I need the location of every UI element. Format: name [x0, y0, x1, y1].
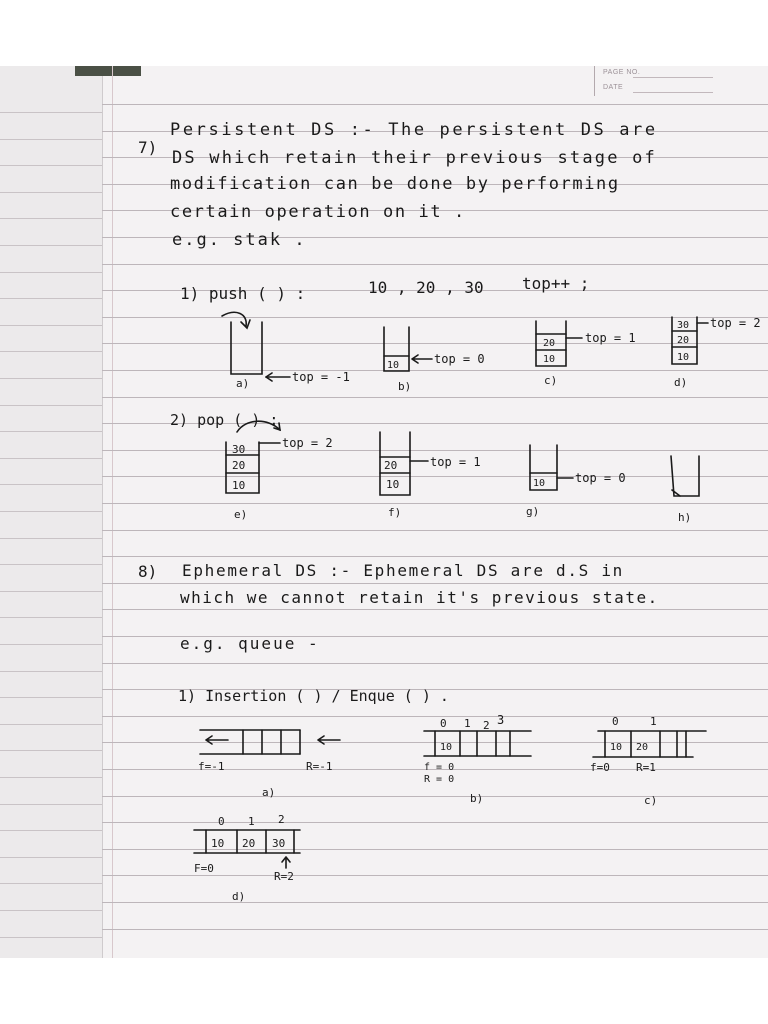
queue-b-cell-10: 10 — [440, 742, 453, 753]
section-7-number: 7) — [138, 138, 158, 157]
stack-b-cell-10: 10 — [387, 360, 400, 371]
stack-a-diagram — [222, 312, 290, 381]
push-top-a: top = -1 — [292, 370, 350, 384]
queue-label-b: b) — [470, 792, 484, 805]
queue-label-c: c) — [644, 794, 658, 807]
queue-d-r: R=2 — [274, 870, 294, 883]
queue-c-idx-1: 1 — [650, 715, 657, 728]
queue-b-idx-0: 0 — [440, 717, 447, 730]
push-top-d: top = 2 — [710, 316, 761, 330]
queue-a-diagram — [200, 730, 340, 754]
queue-label-d: d) — [232, 890, 246, 903]
push-label-c: c) — [544, 374, 558, 387]
queue-d-idx-1: 1 — [248, 815, 255, 828]
pop-heading: 2) pop ( ) : — [170, 411, 279, 429]
section-8-line-2: which we cannot retain it's previous state. — [180, 588, 659, 607]
stack-d-cell-10: 10 — [677, 352, 690, 363]
pop-top-g: top = 0 — [575, 471, 626, 485]
queue-c-cell-20: 20 — [636, 742, 649, 753]
queue-b-r: R = 0 — [424, 774, 455, 785]
pop-top-f: top = 1 — [430, 455, 481, 469]
section-8-number: 8) — [138, 562, 158, 581]
queue-d-idx-0: 0 — [218, 815, 225, 828]
queue-b-idx-3: 3 — [497, 713, 505, 727]
queue-b-idx-1: 1 — [464, 717, 471, 730]
pop-top-e: top = 2 — [282, 436, 333, 450]
date-label: DATE — [603, 84, 624, 91]
queue-b-idx-2: 2 — [483, 719, 490, 732]
section-8-example: e.g. queue - — [180, 634, 320, 653]
pop-label-f: f) — [388, 506, 402, 519]
insertion-heading: 1) Insertion ( ) / Enque ( ) . — [178, 687, 449, 705]
push-heading: 1) push ( ) : — [180, 284, 306, 303]
queue-c-cell-10: 10 — [610, 742, 623, 753]
push-label-a: a) — [236, 377, 250, 390]
queue-d-idx-2: 2 — [278, 813, 285, 826]
stack-c-cell-10: 10 — [543, 354, 556, 365]
push-op: top++ ; — [522, 274, 590, 293]
push-values: 10 , 20 , 30 — [368, 278, 484, 297]
queue-label-a: a) — [262, 786, 276, 799]
page-no-label: PAGE NO. — [603, 69, 641, 76]
push-label-d: d) — [674, 376, 688, 389]
stack-d-cell-30: 30 — [677, 320, 690, 331]
section-7-line-4: certain operation on it . — [170, 202, 466, 222]
section-7-example: e.g. stak . — [172, 230, 307, 250]
queue-c-f: f=0 — [590, 761, 610, 774]
queue-d-cell-20: 20 — [242, 837, 256, 850]
stack-c-cell-20: 20 — [543, 338, 556, 349]
stack-e-cell-10: 10 — [232, 479, 246, 492]
section-7-line-1: Persistent DS :- The persistent DS are — [170, 120, 658, 140]
section-7-line-2: DS which retain their previous stage of — [172, 148, 657, 168]
stack-f-cell-20: 20 — [384, 459, 398, 472]
queue-c-r: R=1 — [636, 761, 656, 774]
stack-e-cell-30: 30 — [232, 443, 246, 456]
queue-a-r: R=-1 — [306, 760, 333, 773]
queue-b-f: f = 0 — [424, 762, 455, 773]
stack-g-cell-10: 10 — [533, 478, 546, 489]
queue-d-f: F=0 — [194, 862, 214, 875]
queue-d-cell-30: 30 — [272, 837, 286, 850]
queue-c-idx-0: 0 — [612, 715, 619, 728]
pop-label-g: g) — [526, 505, 540, 518]
section-7-line-3: modification can be done by performing — [170, 174, 620, 194]
queue-a-f: f=-1 — [198, 760, 225, 773]
push-top-b: top = 0 — [434, 352, 485, 366]
stack-f-cell-10: 10 — [386, 478, 400, 491]
section-8-line-1: Ephemeral DS :- Ephemeral DS are d.S in — [182, 561, 624, 580]
stack-d-cell-20: 20 — [677, 335, 690, 346]
push-label-b: b) — [398, 380, 412, 393]
queue-d-cell-10: 10 — [211, 837, 225, 850]
stack-e-cell-20: 20 — [232, 459, 246, 472]
pop-label-e: e) — [234, 508, 248, 521]
push-top-c: top = 1 — [585, 331, 636, 345]
stack-h-diagram — [671, 456, 699, 496]
pop-label-h: h) — [678, 511, 692, 524]
